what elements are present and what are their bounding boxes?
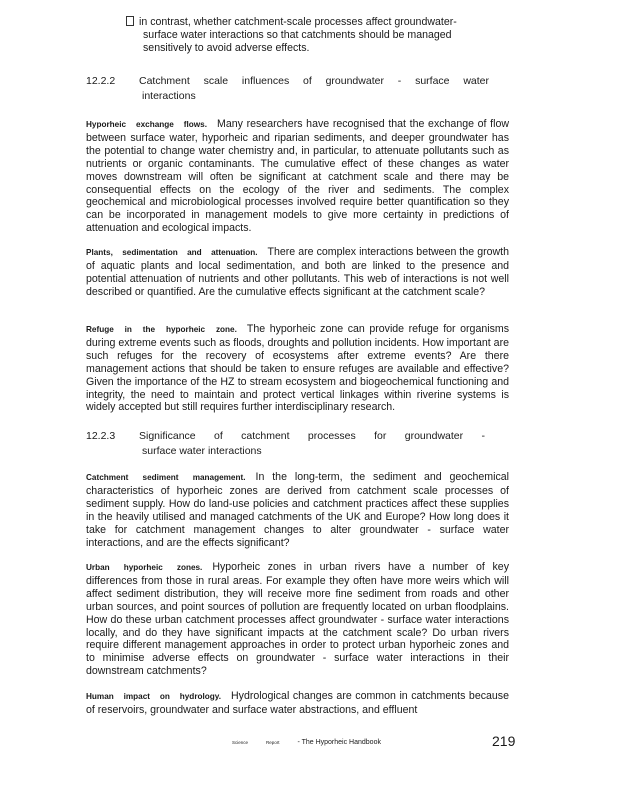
- paragraph-catchment-sediment: Catchment sediment management. In the long-term, the sediment and geochemical characteristics of hyporheic zones are derived from catchment scale processes of sediment supply. How do land-use policies and catchment practices affect these supplies in the heavily utilised and managed catchments of the UK and Europe? How long does it take for catchment management changes to alter groundwater - surface water interactions, and are the effects significant?: [86, 471, 509, 549]
- paragraph-lead: Catchment sediment management.: [86, 473, 246, 482]
- bullet-marker-icon: [126, 16, 134, 26]
- footer-series: Science: [232, 740, 249, 745]
- section-number-1222: 12.2.2: [86, 75, 116, 87]
- paragraph-lead: Refuge in the hyporheic zone.: [86, 325, 237, 334]
- paragraph-hyporheic-exchange: Hyporheic exchange flows. Many researchers have recognised that the exchange of flow between surface water, hyporheic and riparian sediments, and deeper groundwater has the potential to change water chemistry and, in particular, to attenuate pollutants such as nutrients or organic contaminants. The cumulative effect of these changes as water moves downstream will often be significant at catchment scale and there may be consequential effects on the ecology of the river and sediments. The complex geochemical and microbiological processes involved require better quantification so they can be incorporated in management models to give more certainty in predictions of attenuation and ecological impacts.: [86, 118, 509, 235]
- section-title-1223: Significance of catchment processes for groundwater -: [139, 430, 485, 442]
- footer-report: Report: [265, 740, 280, 745]
- bullet-item: [126, 16, 506, 55]
- bullet-line-2: surface water interactions so that catchments should be managed: [143, 28, 452, 41]
- paragraph-human-impact: Human impact on hydrology. Hydrological changes are common in catchments because of reservoirs, groundwater and surface water abstractions, and effluent: [86, 690, 509, 716]
- paragraph-lead: Human impact on hydrology.: [86, 692, 221, 701]
- paragraph-urban-hyporheic: Urban hyporheic zones. Hyporheic zones in urban rivers have a number of key differences from those in rural areas. For example they often have more weirs which will affect sediment distribution, they will receive more fine sediment from roads and other urban sources, and point sources of pollution are frequently located on urban floodplains. How do these urban catchment processes affect groundwater - surface water interactions locally, and do they have significant impacts at the catchment scale? Do urban rivers require different management approaches in order to protect urban hyporheic zones and to minimise adverse effects on groundwater - surface water interactions in their downstream catchments?: [86, 561, 509, 678]
- footer-title: - The Hyporheic Handbook: [297, 739, 381, 746]
- bullet-line-1: in contrast, whether catchment-scale processes affect groundwater-: [126, 16, 506, 29]
- section-number-1223: 12.2.3: [86, 430, 116, 442]
- section-title-1222: Catchment scale influences of groundwater - surface water: [139, 75, 489, 87]
- page-number: 219: [492, 733, 516, 749]
- section-title-1222-line2: interactions: [142, 90, 196, 102]
- section-title-1223-line2: surface water interactions: [142, 445, 262, 457]
- paragraph-refuge: Refuge in the hyporheic zone. The hyporheic zone can provide refuge for organisms during extreme events such as floods, droughts and pollution incidents. How important are such refuges for the recovery of ecosystems after extreme events? Are there management actions that should be taken to ensure refuges are available and effective? Given the importance of the HZ to stream ecosystem and biogeochemical functioning and integrity, the need to maintain and protect vertical linkages within riverine systems is widely accepted but still requires further interdisciplinary research.: [86, 323, 509, 414]
- footer: [232, 739, 381, 746]
- paragraph-lead: Hyporheic exchange flows.: [86, 120, 208, 129]
- paragraph-lead: Urban hyporheic zones.: [86, 563, 203, 572]
- paragraph-lead: Plants, sedimentation and attenuation.: [86, 248, 258, 257]
- paragraph-plants-sedimentation: Plants, sedimentation and attenuation. There are complex interactions between the growth of aquatic plants and local sedimentation, and both are linked to the presence and potential attenuation of nutrients and other pollutants. This web of interactions is not well described or quantified. Are the cumulative effects significant at the catchment scale?: [86, 246, 509, 298]
- bullet-line-3: sensitively to avoid adverse effects.: [143, 41, 310, 54]
